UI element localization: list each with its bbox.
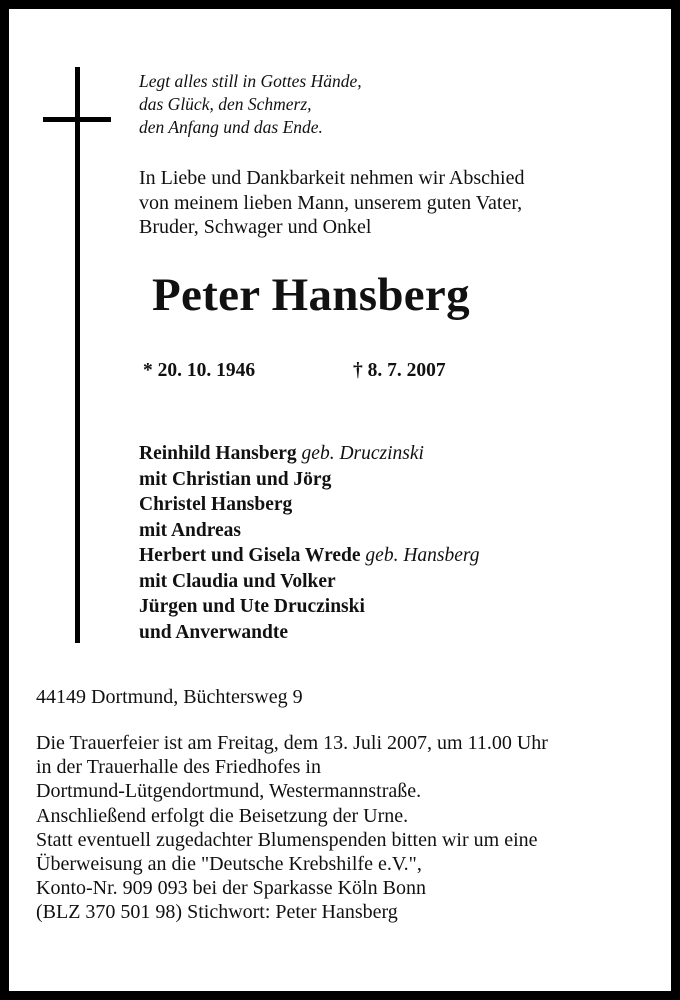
notice-line: Konto-Nr. 909 093 bei der Sparkasse Köln Bonn bbox=[36, 877, 426, 900]
mourner-line: und Anverwandte bbox=[139, 621, 288, 643]
funeral-notice bbox=[36, 731, 548, 925]
mourner-line bbox=[139, 543, 480, 569]
intro-line: von meinem lieben Mann, unserem guten Vater, bbox=[139, 191, 523, 214]
notice-line: (BLZ 370 501 98) Stichwort: Peter Hansberg bbox=[36, 901, 398, 924]
verse-line: den Anfang und das Ende. bbox=[139, 117, 323, 137]
mourner-line: mit Andreas bbox=[139, 519, 242, 541]
family-address: 44149 Dortmund, Büchtersweg 9 bbox=[36, 686, 303, 708]
cross-horizontal-bar bbox=[43, 117, 111, 122]
death-date: † 8. 7. 2007 bbox=[353, 360, 446, 381]
mourner-line: mit Christian und Jörg bbox=[139, 468, 332, 490]
mourner-name: Reinhild Hansberg bbox=[139, 443, 297, 464]
intro-line: Bruder, Schwager und Onkel bbox=[139, 216, 372, 238]
notice-line: Statt eventuell zugedachter Blumenspenden bitten wir um eine bbox=[36, 828, 538, 851]
mourner-line: mit Claudia und Volker bbox=[139, 570, 336, 592]
verse-line: das Glück, den Schmerz, bbox=[139, 94, 312, 114]
verse-line: Legt alles still in Gottes Hände, bbox=[139, 71, 362, 91]
notice-line: in der Trauerhalle des Friedhofes in bbox=[36, 756, 321, 779]
mourner-line: Christel Hansberg bbox=[139, 494, 293, 515]
mourner-line bbox=[139, 441, 480, 467]
intro-line: In Liebe und Dankbarkeit nehmen wir Abschied bbox=[139, 167, 525, 189]
mourners-list bbox=[139, 441, 480, 645]
mourner-name: Herbert und Gisela Wrede bbox=[139, 545, 361, 566]
notice-line: Überweisung an die "Deutsche Krebshilfe e.V.", bbox=[36, 853, 422, 876]
notice-line: Dortmund-Lütgendortmund, Westermannstraße. bbox=[36, 780, 422, 803]
notice-line: Die Trauerfeier ist am Freitag, dem 13. Juli 2007, um 11.00 Uhr bbox=[36, 732, 548, 754]
cross-vertical-bar bbox=[75, 67, 80, 643]
birth-date: * 20. 10. 1946 bbox=[143, 360, 256, 381]
intro-text bbox=[139, 166, 524, 240]
maiden-name-note: geb. Hansberg bbox=[365, 545, 480, 566]
verse bbox=[139, 70, 362, 139]
mourner-line: Jürgen und Ute Druczinski bbox=[139, 596, 365, 617]
deceased-name: Peter Hansberg bbox=[152, 269, 470, 321]
notice-line: Anschließend erfolgt die Beisetzung der Urne. bbox=[36, 804, 409, 827]
maiden-name-note: geb. Druczinski bbox=[301, 443, 424, 464]
